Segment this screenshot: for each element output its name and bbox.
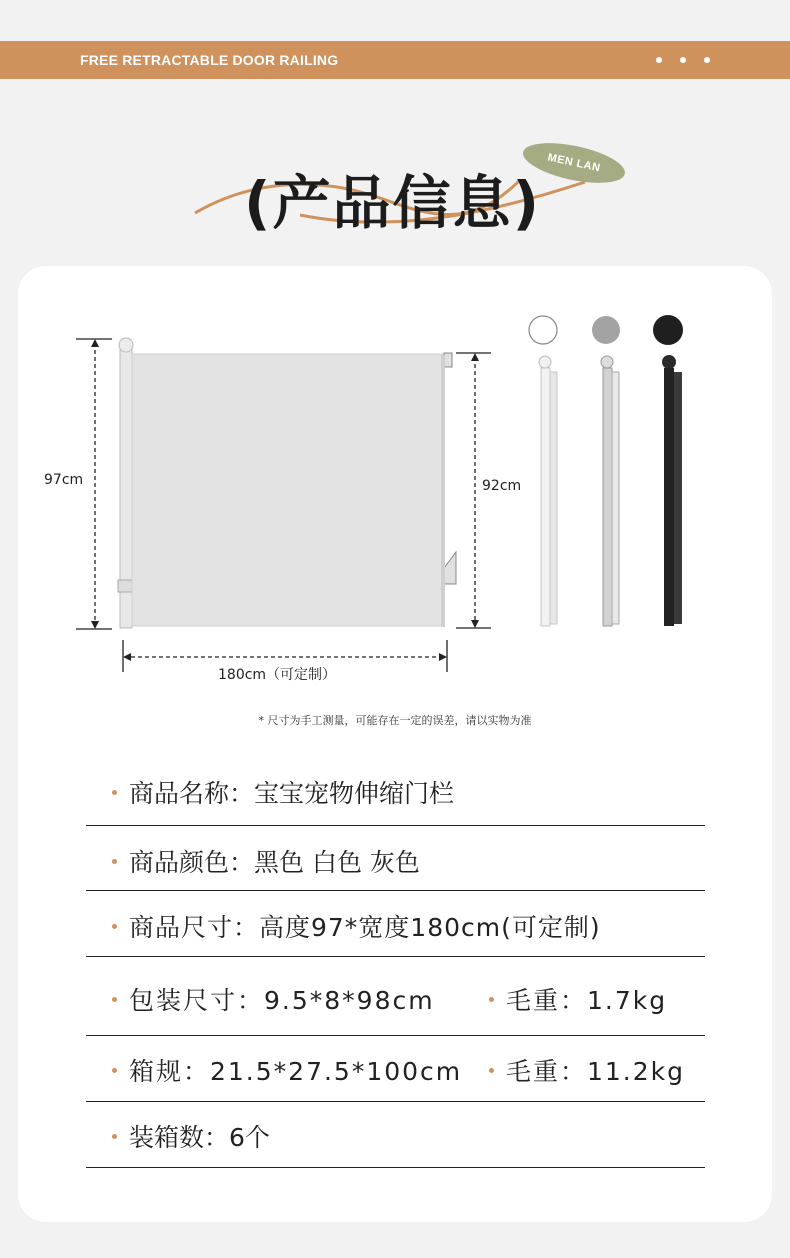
spec-row	[86, 826, 705, 891]
spec-item	[112, 1118, 270, 1154]
bullet-icon	[112, 1134, 117, 1139]
spec-carton: 箱规：21.5*27.5*100cm	[129, 1057, 463, 1086]
spec-row	[86, 1102, 705, 1168]
post-variant-white	[539, 356, 557, 626]
post-variant-black	[662, 355, 682, 626]
spec-list	[86, 756, 705, 1168]
swatch-black	[653, 315, 683, 345]
bullet-icon	[112, 1068, 117, 1073]
brand-badge-label: MEN LAN	[546, 151, 602, 175]
spec-package-weight: 毛重：1.7kg	[506, 986, 668, 1015]
spec-item	[112, 843, 420, 879]
spec-carton-weight: 毛重：11.2kg	[506, 1057, 686, 1086]
spec-row	[86, 957, 705, 1036]
post-variant-gray	[601, 356, 619, 626]
measurement-note: * 尺寸为手工测量，可能存在一定的误差，请以实物为准	[258, 714, 532, 727]
bullet-icon	[112, 924, 117, 929]
spec-count: 装箱数：6个	[129, 1123, 270, 1152]
height-left-label: 97cm	[44, 472, 84, 488]
spec-size: 商品尺寸：高度97*宽度180cm(可定制)	[129, 913, 601, 942]
bullet-icon	[489, 1068, 494, 1073]
spec-item	[112, 1052, 462, 1088]
bullet-icon	[112, 997, 117, 1002]
spec-row	[86, 1036, 705, 1102]
spec-item	[489, 981, 667, 1017]
wall-bracket	[441, 353, 456, 627]
gate-mesh	[132, 354, 444, 626]
spec-item	[112, 908, 601, 944]
spec-name: 商品名称：宝宝宠物伸缩门栏	[129, 779, 455, 808]
spec-item	[112, 981, 435, 1017]
spec-row	[86, 891, 705, 957]
spec-item	[489, 1052, 685, 1088]
header-band-label: FREE RETRACTABLE DOOR RAILING	[80, 52, 339, 68]
page-title: (产品信息)	[244, 169, 542, 237]
swatch-gray	[592, 316, 620, 344]
bullet-icon	[489, 997, 494, 1002]
bullet-icon	[112, 790, 117, 795]
spec-package: 包装尺寸：9.5*8*98cm	[129, 986, 435, 1015]
spec-color: 商品颜色：黑色 白色 灰色	[129, 848, 420, 877]
swatch-white	[529, 316, 557, 344]
width-label: 180cm（可定制）	[218, 667, 337, 683]
bullet-icon	[112, 859, 117, 864]
height-right-label: 92cm	[482, 478, 522, 494]
spec-item	[112, 774, 454, 810]
spec-row	[86, 756, 705, 826]
